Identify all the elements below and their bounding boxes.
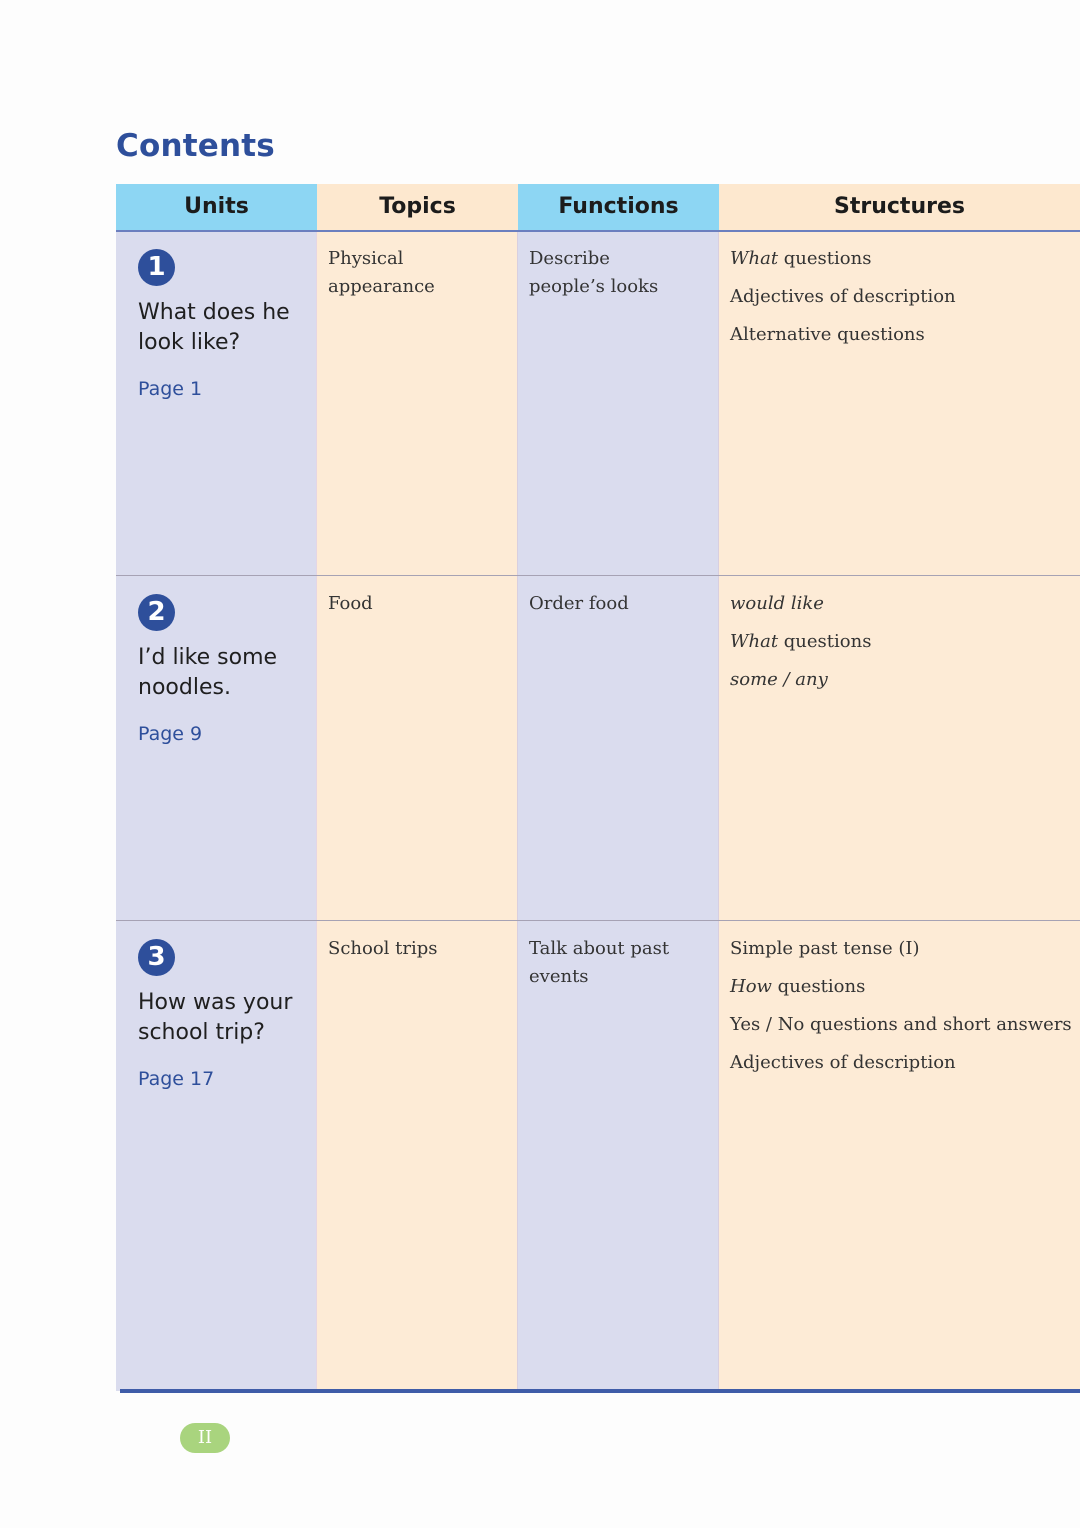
table-row xyxy=(116,922,1080,1389)
unit-page-link[interactable]: Page 1 xyxy=(138,378,203,400)
header-structures: Structures xyxy=(719,184,1080,230)
header-topics: Topics xyxy=(317,184,518,230)
unit-number-badge: 3 xyxy=(138,939,175,976)
unit-number-badge: 1 xyxy=(138,249,175,286)
topic-cell: Food xyxy=(328,593,373,614)
topic-cell: Physical appearance xyxy=(328,248,435,297)
topic-cell: School trips xyxy=(328,938,438,959)
structures-list xyxy=(730,245,1075,359)
structure-item: Alternative questions xyxy=(730,324,925,345)
structures-list xyxy=(730,590,1075,704)
unit-title: How was your school trip? xyxy=(138,990,293,1045)
function-cell: Talk about past events xyxy=(529,938,670,987)
unit-page-link[interactable]: Page 9 xyxy=(138,723,203,745)
structure-item: some / any xyxy=(730,669,828,690)
structure-item: What questions xyxy=(730,248,872,269)
page-number-badge: II xyxy=(180,1423,230,1453)
unit-number-badge: 2 xyxy=(138,594,175,631)
row-divider xyxy=(116,575,1080,576)
header-functions: Functions xyxy=(518,184,719,230)
structures-list xyxy=(730,935,1075,1087)
structure-item: How questions xyxy=(730,976,866,997)
unit-title: What does he look like? xyxy=(138,300,290,355)
unit-page-link[interactable]: Page 17 xyxy=(138,1068,215,1090)
table-row xyxy=(116,577,1080,920)
table-bottom-border xyxy=(120,1389,1080,1393)
function-cell: Describe people’s looks xyxy=(529,248,659,297)
structure-item: Adjectives of description xyxy=(730,286,956,307)
unit-title: I’d like some noodles. xyxy=(138,645,278,700)
function-cell: Order food xyxy=(529,593,629,614)
contents-table xyxy=(116,184,1080,1393)
structure-item: would like xyxy=(730,593,824,614)
header-units: Units xyxy=(116,184,317,230)
page-title: Contents xyxy=(116,128,275,164)
row-divider xyxy=(116,920,1080,921)
structure-item: Adjectives of description xyxy=(730,1052,956,1073)
structure-item: Yes / No questions and short answers xyxy=(730,1014,1072,1035)
structure-item: Simple past tense (I) xyxy=(730,938,920,959)
structure-item: What questions xyxy=(730,631,872,652)
table-row xyxy=(116,232,1080,575)
